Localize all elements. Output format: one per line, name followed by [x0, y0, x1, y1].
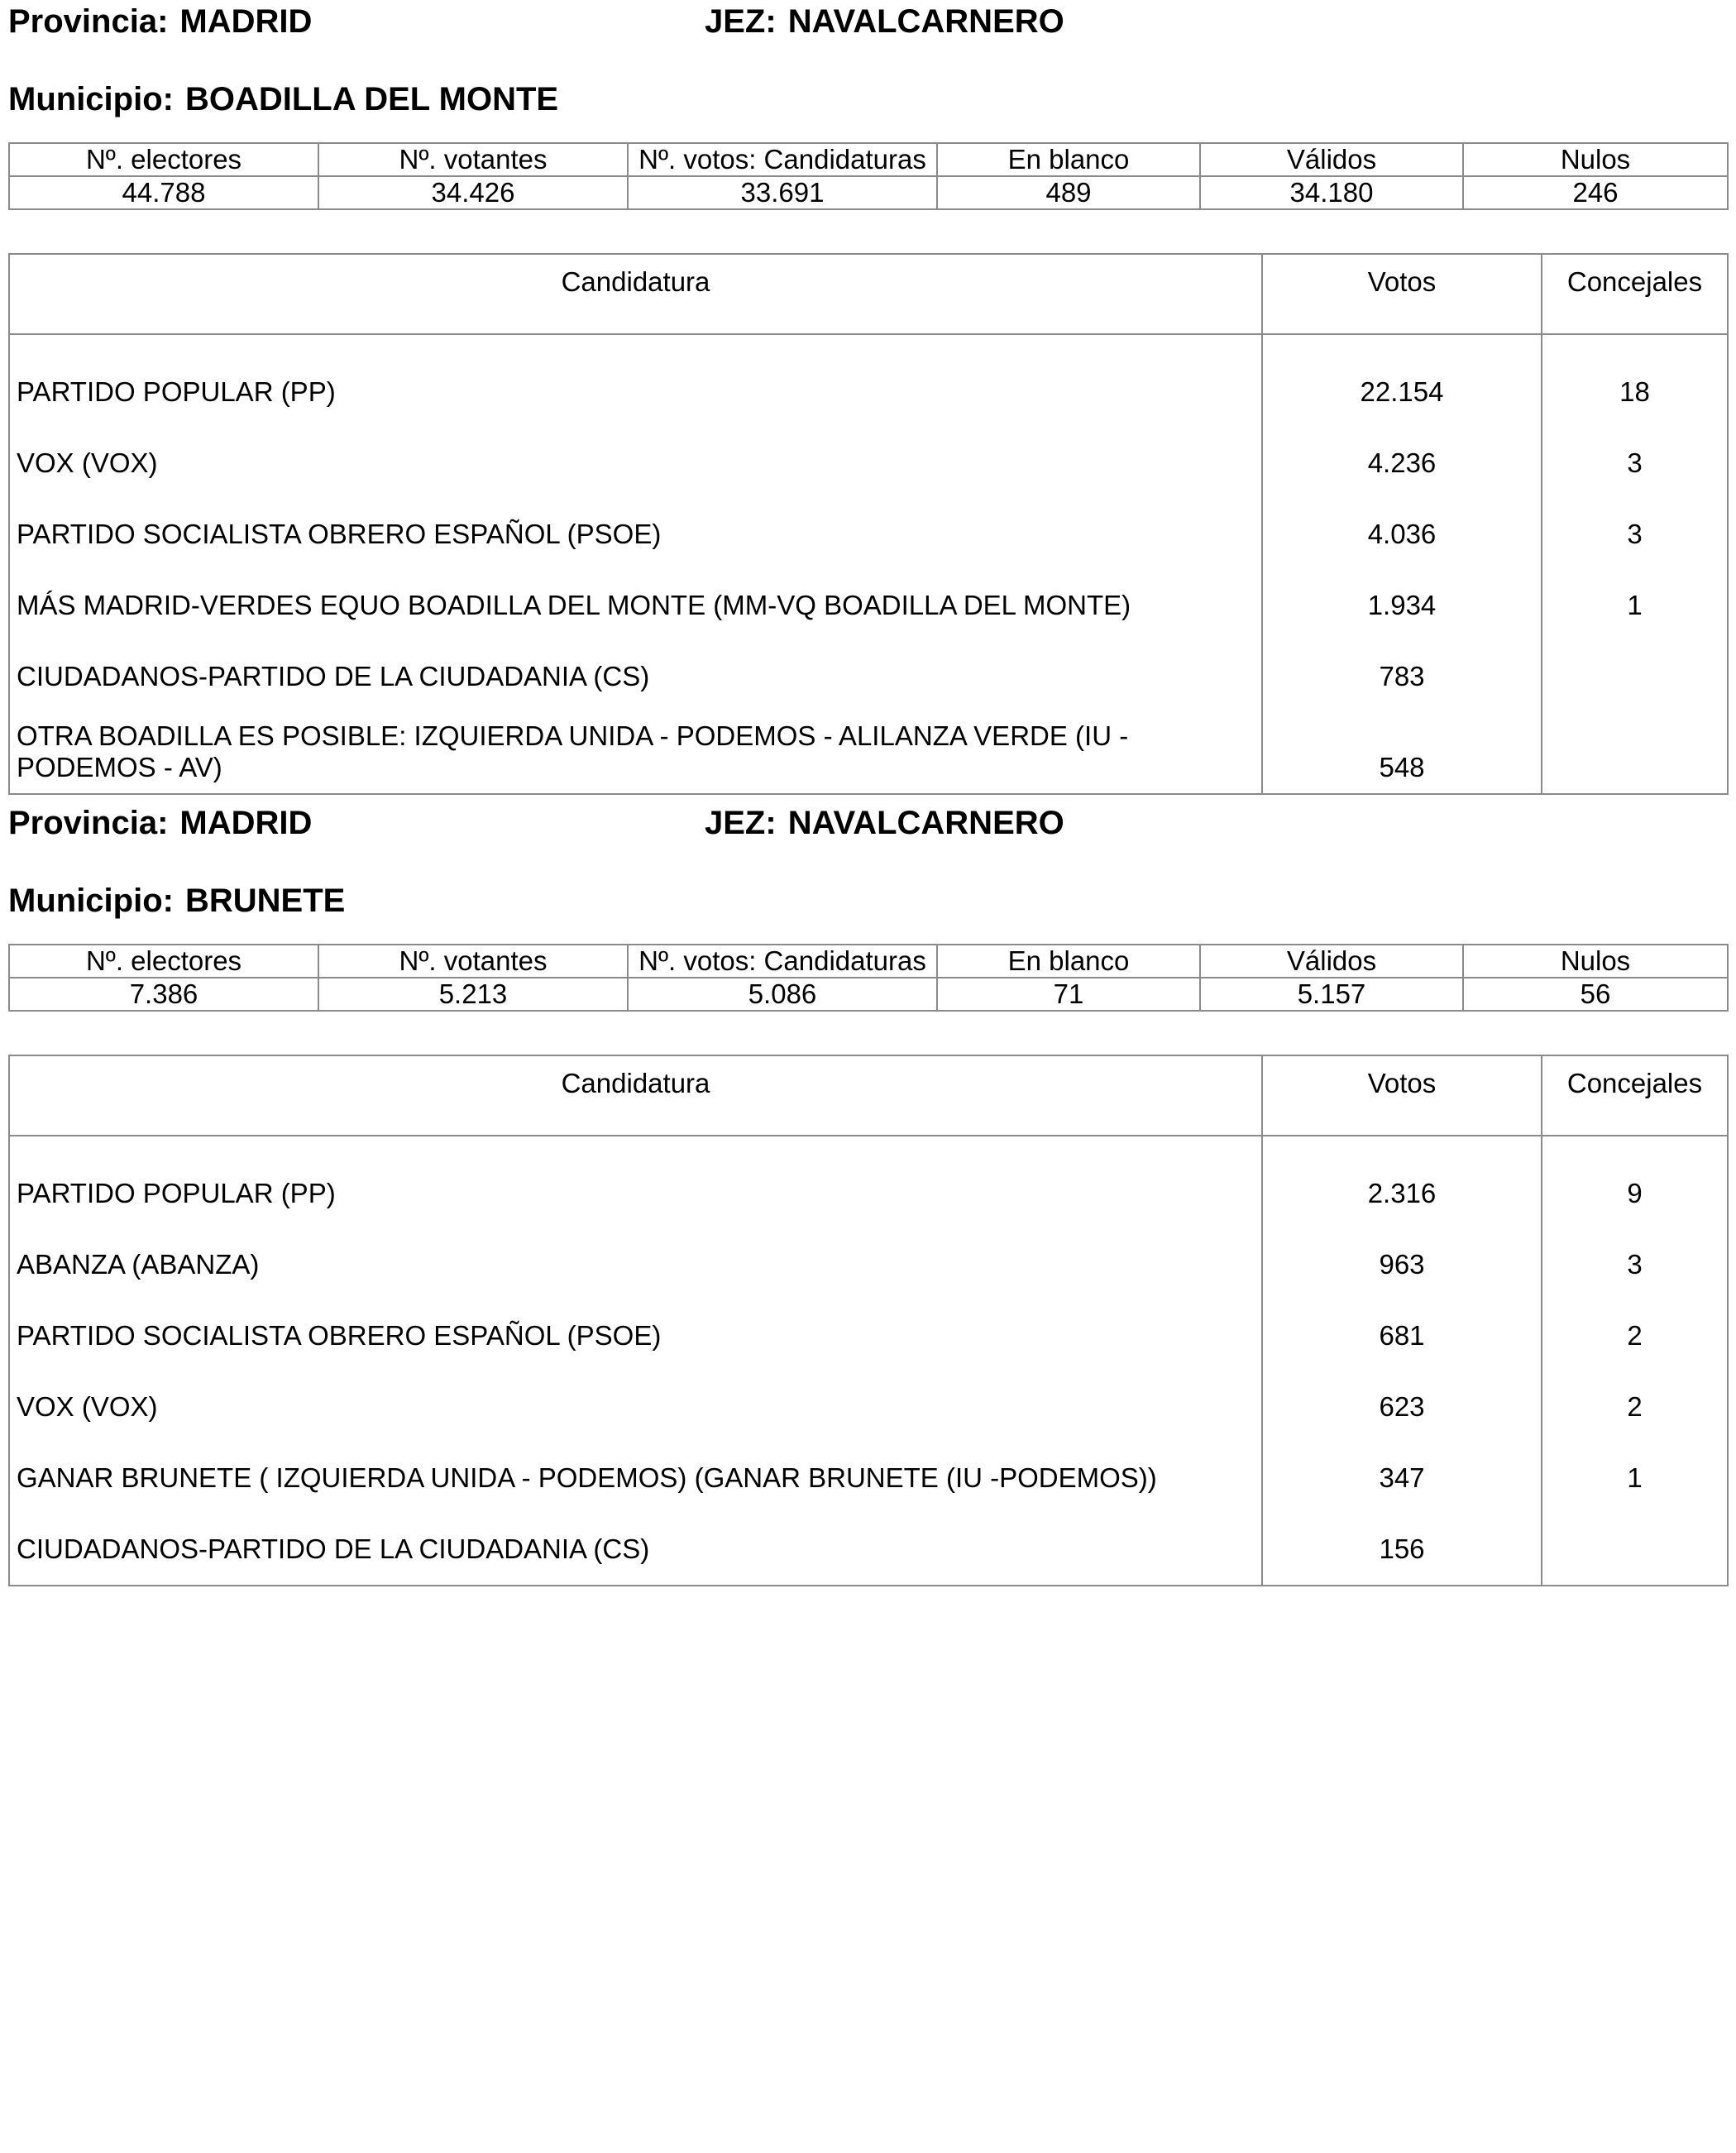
candidatura-name: ABANZA (ABANZA): [9, 1229, 1262, 1300]
candidatura-votos: 22.154: [1262, 334, 1542, 428]
stats-header-row: [9, 143, 1728, 176]
provincia-label: Provincia:: [8, 3, 169, 40]
candidatura-votos: 156: [1262, 1514, 1542, 1586]
stats-value-cell: 34.426: [318, 176, 628, 209]
concejales-header: Concejales: [1542, 1055, 1728, 1136]
votos-header: Votos: [1262, 1055, 1542, 1136]
candidaturas-table: [8, 1055, 1729, 1586]
municipio-label: Municipio:: [8, 81, 174, 117]
table-row: [9, 1371, 1728, 1443]
candidatura-concejales: 3: [1542, 428, 1728, 499]
candidatura-name: CIUDADANOS-PARTIDO DE LA CIUDADANIA (CS): [9, 1514, 1262, 1586]
candidatura-votos: 623: [1262, 1371, 1542, 1443]
table-row: [9, 570, 1728, 641]
candidatura-name: PARTIDO SOCIALISTA OBRERO ESPAÑOL (PSOE): [9, 499, 1262, 570]
stats-header-cell: Válidos: [1200, 143, 1463, 176]
candidatura-concejales: 2: [1542, 1300, 1728, 1371]
candidatura-votos: 347: [1262, 1443, 1542, 1514]
stats-header-cell: Nº. votantes: [318, 945, 628, 978]
municipio-header: [8, 79, 558, 119]
candidatura-votos: 4.236: [1262, 428, 1542, 499]
candidatura-concejales: 9: [1542, 1136, 1728, 1229]
candidatura-votos: 4.036: [1262, 499, 1542, 570]
stats-value-cell: 246: [1463, 176, 1728, 209]
candidatura-concejales: 1: [1542, 570, 1728, 641]
stats-value-cell: 5.157: [1200, 978, 1463, 1011]
stats-value-row: [9, 978, 1728, 1011]
candidatura-votos: 1.934: [1262, 570, 1542, 641]
table-row: [9, 1443, 1728, 1514]
municipio-value: BOADILLA DEL MONTE: [184, 81, 559, 117]
provincia-header: [8, 2, 312, 41]
candidatura-votos: 681: [1262, 1300, 1542, 1371]
concejales-header: Concejales: [1542, 254, 1728, 334]
stats-header-cell: Nº. electores: [9, 945, 318, 978]
stats-value-cell: 34.180: [1200, 176, 1463, 209]
candidatura-concejales: 2: [1542, 1371, 1728, 1443]
stats-value-cell: 5.213: [318, 978, 628, 1011]
table-row: [9, 1300, 1728, 1371]
jez-label: JEZ:: [705, 3, 777, 40]
stats-table: [8, 142, 1729, 210]
candidatura-concejales: 18: [1542, 334, 1728, 428]
candidatura-header: Candidatura: [9, 1055, 1262, 1136]
candidatura-name: VOX (VOX): [9, 1371, 1262, 1443]
candidaturas-table: [8, 253, 1729, 795]
jez-label: JEZ:: [705, 805, 777, 841]
jez-value: NAVALCARNERO: [787, 3, 1064, 40]
municipio-header: [8, 881, 345, 921]
candidatura-votos: 2.316: [1262, 1136, 1542, 1229]
stats-header-cell: Nº. electores: [9, 143, 318, 176]
stats-header-row: [9, 945, 1728, 978]
stats-header-cell: En blanco: [937, 945, 1200, 978]
candidatura-votos: 783: [1262, 641, 1542, 712]
provincia-value: MADRID: [179, 3, 313, 40]
candidatura-concejales: 1: [1542, 1443, 1728, 1514]
candidatura-header: Candidatura: [9, 254, 1262, 334]
provincia-header: [8, 803, 312, 843]
stats-table: [8, 944, 1729, 1012]
votos-header: Votos: [1262, 254, 1542, 334]
table-row: [9, 334, 1728, 428]
candidatura-concejales: [1542, 1514, 1728, 1586]
stats-header-cell: Nº. votos: Candidaturas: [628, 143, 937, 176]
table-row: [9, 1514, 1728, 1586]
stats-header-cell: Nulos: [1463, 945, 1728, 978]
stats-value-cell: 71: [937, 978, 1200, 1011]
jez-header: [705, 2, 1064, 41]
candidatura-name: GANAR BRUNETE ( IZQUIERDA UNIDA - PODEMOS) (GANAR BRUNETE (IU -PODEMOS)): [9, 1443, 1262, 1514]
candidaturas-header-row: [9, 254, 1728, 334]
candidatura-name: OTRA BOADILLA ES POSIBLE: IZQUIERDA UNIDA - PODEMOS - ALILANZA VERDE (IU - PODEMOS - AV): [9, 712, 1262, 794]
stats-header-cell: Nulos: [1463, 143, 1728, 176]
stats-value-row: [9, 176, 1728, 209]
candidatura-concejales: 3: [1542, 499, 1728, 570]
stats-value-cell: 56: [1463, 978, 1728, 1011]
municipio-value: BRUNETE: [184, 883, 346, 919]
stats-value-cell: 44.788: [9, 176, 318, 209]
candidatura-name: PARTIDO SOCIALISTA OBRERO ESPAÑOL (PSOE): [9, 1300, 1262, 1371]
stats-header-cell: Nº. votos: Candidaturas: [628, 945, 937, 978]
candidatura-name: PARTIDO POPULAR (PP): [9, 334, 1262, 428]
jez-header: [705, 803, 1064, 843]
stats-value-cell: 489: [937, 176, 1200, 209]
candidatura-name: CIUDADANOS-PARTIDO DE LA CIUDADANIA (CS): [9, 641, 1262, 712]
candidatura-concejales: [1542, 712, 1728, 794]
provincia-label: Provincia:: [8, 805, 169, 841]
stats-value-cell: 5.086: [628, 978, 937, 1011]
candidatura-name: PARTIDO POPULAR (PP): [9, 1136, 1262, 1229]
table-row: [9, 428, 1728, 499]
table-row: [9, 499, 1728, 570]
jez-value: NAVALCARNERO: [787, 805, 1064, 841]
stats-header-cell: En blanco: [937, 143, 1200, 176]
table-row: [9, 1136, 1728, 1229]
stats-header-cell: Válidos: [1200, 945, 1463, 978]
candidatura-concejales: 3: [1542, 1229, 1728, 1300]
candidatura-name: VOX (VOX): [9, 428, 1262, 499]
candidatura-votos: 963: [1262, 1229, 1542, 1300]
candidatura-name: MÁS MADRID-VERDES EQUO BOADILLA DEL MONTE (MM-VQ BOADILLA DEL MONTE): [9, 570, 1262, 641]
stats-value-cell: 7.386: [9, 978, 318, 1011]
candidaturas-header-row: [9, 1055, 1728, 1136]
provincia-value: MADRID: [179, 805, 313, 841]
table-row: [9, 641, 1728, 712]
stats-value-cell: 33.691: [628, 176, 937, 209]
stats-header-cell: Nº. votantes: [318, 143, 628, 176]
candidatura-votos: 548: [1262, 712, 1542, 794]
table-row: [9, 1229, 1728, 1300]
municipio-label: Municipio:: [8, 883, 174, 919]
table-row: [9, 712, 1728, 794]
candidatura-concejales: [1542, 641, 1728, 712]
